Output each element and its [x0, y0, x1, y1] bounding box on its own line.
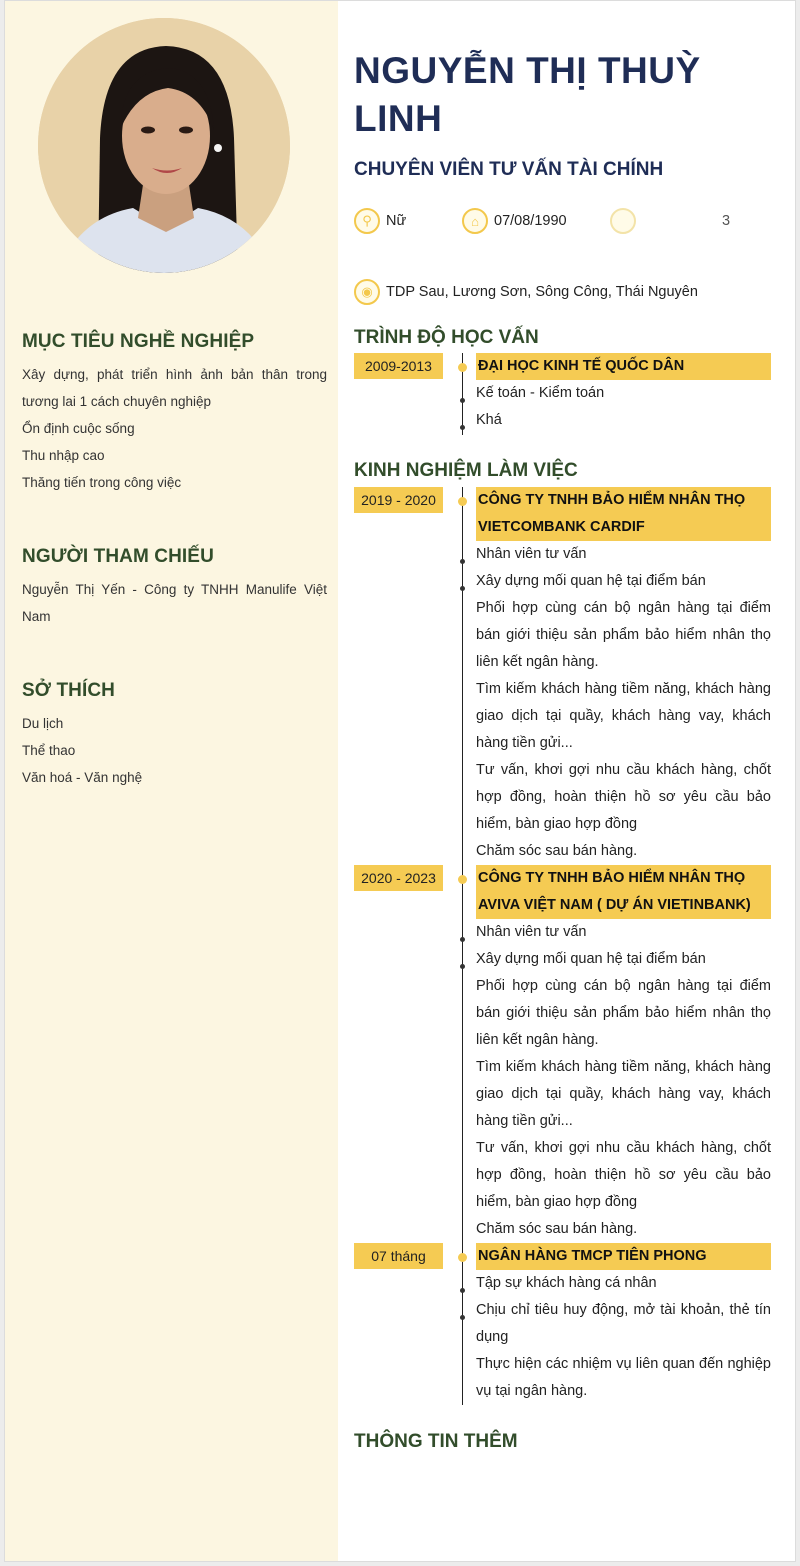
experience-position: Nhân viên tư vấn: [476, 924, 587, 940]
phone-value: 3: [722, 213, 731, 229]
timeline-bullet: [460, 1315, 465, 1320]
company-name: CÔNG TY TNHH BẢO HIỂM NHÂN THỌ AVIVA VIỆT NAM ( DỰ ÁN VIETINBANK): [476, 865, 771, 919]
birthday-row: [462, 206, 567, 236]
experience-detail: Chăm sóc sau bán hàng.: [476, 843, 638, 859]
experience-summary: Xây dựng mối quan hệ tại điểm bán: [476, 573, 706, 589]
timeline-bullet: [460, 1288, 465, 1293]
gender-icon: ⚲: [354, 208, 380, 234]
candidate-name: NGUYỄN THỊ THUỲ LINH: [354, 50, 701, 139]
experience-detail: Tư vấn, khơi gợi nhu cầu khách hàng, chốt hợp đồng, hoàn thiện hồ sơ yêu cầu bảo hiểm, bàn giao hợp đồng: [476, 762, 771, 832]
hobbies-section: [22, 680, 327, 791]
sidebar: [5, 1, 338, 1561]
company-name: NGÂN HÀNG TMCP TIÊN PHONG: [476, 1243, 771, 1270]
timeline-bullet: [460, 398, 465, 403]
gender-row: [354, 206, 406, 236]
reference-section: [22, 546, 327, 630]
timeline-dot: [458, 497, 467, 506]
experience-timeline-line: [462, 487, 463, 1405]
hobbies-title: SỞ THÍCH: [22, 680, 116, 701]
experience-detail: Tư vấn, khơi gợi nhu cầu khách hàng, chốt hợp đồng, hoàn thiện hồ sơ yêu cầu bảo hiểm, bàn giao hợp đồng: [476, 1140, 771, 1210]
education-date: 2009-2013: [354, 353, 443, 379]
experience-date: 2020 - 2023: [354, 865, 443, 891]
education-title: TRÌNH ĐỘ HỌC VẤN: [354, 327, 539, 348]
address-value: TDP Sau, Lương Sơn, Sông Công, Thái Nguyên: [386, 284, 698, 300]
experience-detail: Phối hợp cùng cán bộ ngân hàng tại điểm bán giới thiệu sản phẩm bảo hiểm nhân thọ liên kết ngân hàng.: [476, 600, 771, 670]
experience-date: 07 tháng: [354, 1243, 443, 1269]
experience-summary: Xây dựng mối quan hệ tại điểm bán: [476, 951, 706, 967]
job-title: CHUYÊN VIÊN TƯ VẤN TÀI CHÍNH: [354, 159, 664, 180]
gender-value: Nữ: [386, 213, 407, 229]
hobby-item: Thể thao: [22, 743, 76, 758]
reference-text: Nguyễn Thị Yến - Công ty TNHH Manulife Việt Nam: [22, 582, 327, 624]
cv-page: [4, 0, 796, 1562]
timeline-bullet: [460, 586, 465, 591]
experience-position: Tập sự khách hàng cá nhân: [476, 1275, 657, 1291]
reference-title: NGƯỜI THAM CHIẾU: [22, 546, 214, 567]
birthday-value: 07/08/1990: [494, 213, 567, 229]
objective-line: Thu nhập cao: [22, 448, 105, 463]
experience-summary: Chịu chỉ tiêu huy động, mở tài khoản, thẻ tín dụng: [476, 1302, 771, 1345]
objective-line: Ổn định cuộc sống: [22, 421, 135, 436]
phone-row: [610, 206, 730, 236]
timeline-bullet: [460, 425, 465, 430]
hobby-item: Văn hoá - Văn nghệ: [22, 770, 143, 785]
experience-detail: Thực hiện các nhiệm vụ liên quan đến nghiệp vụ tại ngân hàng.: [476, 1356, 771, 1399]
timeline-dot: [458, 1253, 467, 1262]
timeline-bullet: [460, 559, 465, 564]
education-major: Kế toán - Kiểm toán: [476, 385, 605, 401]
company-name: CÔNG TY TNHH BẢO HIỂM NHÂN THỌ VIETCOMBANK CARDIF: [476, 487, 771, 541]
timeline-bullet: [460, 937, 465, 942]
timeline-dot: [458, 363, 467, 372]
timeline-bullet: [460, 964, 465, 969]
school-name: ĐẠI HỌC KINH TẾ QUỐC DÂN: [476, 353, 771, 380]
experience-detail: Phối hợp cùng cán bộ ngân hàng tại điểm bán giới thiệu sản phẩm bảo hiểm nhân thọ liên kết ngân hàng.: [476, 978, 771, 1048]
career-objective-title: MỤC TIÊU NGHỀ NGHIỆP: [22, 331, 255, 352]
education-grade: Khá: [476, 412, 502, 428]
objective-line: Xây dựng, phát triển hình ảnh bản thân trong tương lai 1 cách chuyên nghiệp: [22, 367, 327, 409]
hobby-item: Du lịch: [22, 716, 64, 731]
phone-icon: [610, 208, 636, 234]
experience-detail: Tìm kiếm khách hàng tiềm năng, khách hàng giao dịch tại quầy, khách hàng vay, khách hàng tiền gửi...: [476, 681, 771, 751]
birthday-cake-icon: ⌂: [462, 208, 488, 234]
experience-detail: Chăm sóc sau bán hàng.: [476, 1221, 638, 1237]
experience-position: Nhân viên tư vấn: [476, 546, 587, 562]
address-row: [354, 277, 698, 307]
timeline-dot: [458, 875, 467, 884]
experience-date: 2019 - 2020: [354, 487, 443, 513]
experience-detail: Tìm kiếm khách hàng tiềm năng, khách hàng giao dịch tại quầy, khách hàng vay, khách hàng tiền gửi...: [476, 1059, 771, 1129]
avatar: [38, 18, 290, 273]
location-icon: ◉: [354, 279, 380, 305]
objective-line: Thăng tiến trong công việc: [22, 475, 182, 490]
career-objective-section: [22, 331, 327, 496]
additional-info-title: THÔNG TIN THÊM: [354, 1431, 518, 1452]
experience-title: KINH NGHIỆM LÀM VIỆC: [354, 460, 578, 481]
